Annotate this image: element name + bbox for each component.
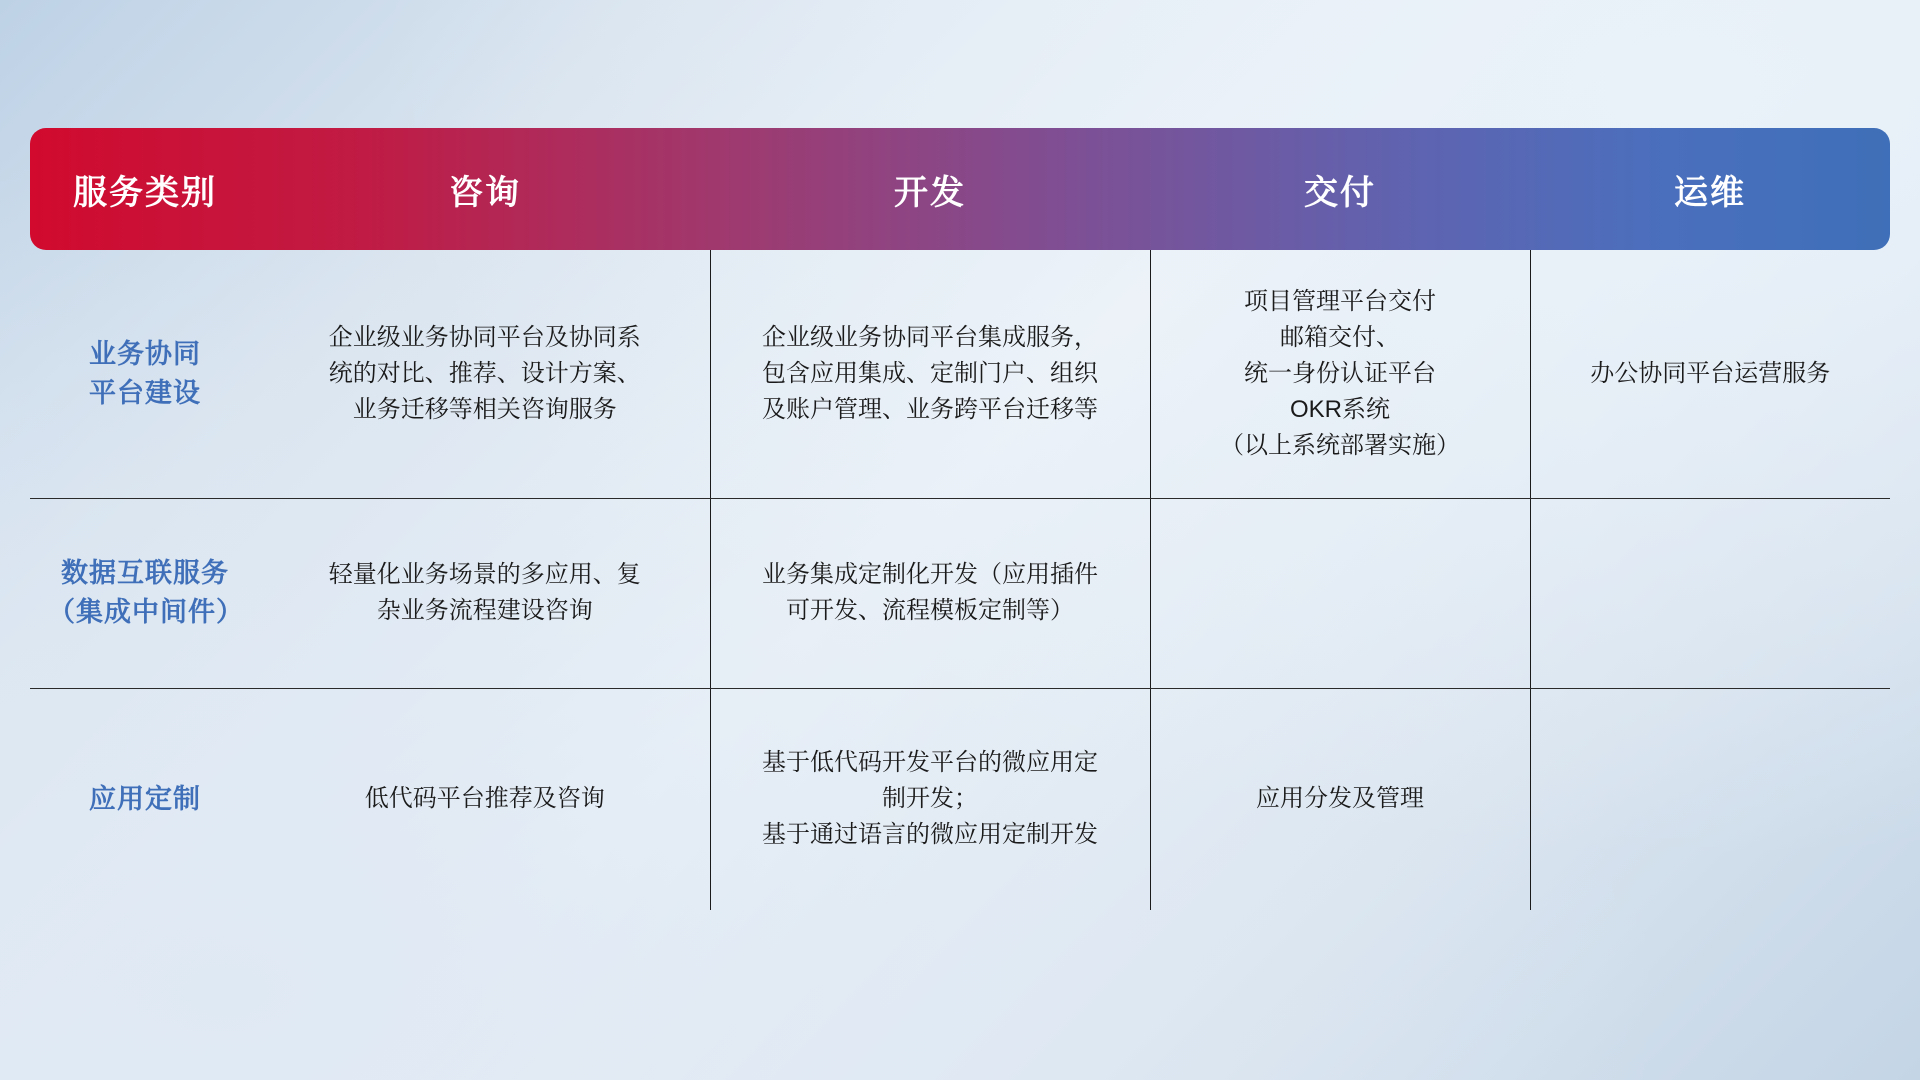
table-row [30, 498, 1890, 688]
row-category-cell [30, 250, 260, 498]
cell-line: 项目管理平台交付 [1244, 287, 1436, 315]
column-header-category [30, 128, 260, 250]
cell-line: 统一身份认证平台 [1244, 359, 1436, 387]
column-header-delivery [1150, 128, 1530, 250]
row-category-line: 业务协同 [89, 338, 201, 369]
table-header [30, 128, 1890, 250]
cell-line: 邮箱交付、 [1280, 323, 1400, 351]
cell-operations [1530, 250, 1890, 498]
cell-line: 低代码平台推荐及咨询 [364, 785, 605, 813]
row-category-cell [30, 688, 260, 910]
row-category-cell [30, 498, 260, 688]
service-matrix-table [30, 128, 1890, 910]
table-row [30, 688, 1890, 910]
column-header-development-label: 开发 [894, 173, 966, 212]
cell-line: OKR系统 [1289, 395, 1390, 423]
column-header-development [710, 128, 1150, 250]
cell-line: 企业级业务协同平台集成服务， [762, 323, 1098, 351]
cell-line: 统的对比、推荐、设计方案、 [328, 359, 641, 387]
cell-development [710, 688, 1150, 910]
cell-line: 业务集成定制化开发（应用插件 [762, 561, 1098, 588]
cell-line: 企业级业务协同平台及协同系 [328, 323, 641, 351]
column-header-operations [1530, 128, 1890, 250]
cell-delivery [1150, 498, 1530, 688]
cell-line: 制开发； [882, 785, 978, 813]
cell-line: 办公协同平台运营服务 [1590, 359, 1831, 387]
cell-line: 包含应用集成、定制门户、组织 [762, 359, 1098, 387]
column-header-consulting-label: 咨询 [449, 173, 521, 212]
cell-delivery [1150, 688, 1530, 910]
cell-line: （以上系统部署实施） [1220, 431, 1460, 459]
cell-line: 基于低代码开发平台的微应用定 [762, 749, 1098, 777]
column-header-delivery-label: 交付 [1304, 173, 1376, 212]
cell-line: 应用分发及管理 [1256, 785, 1424, 813]
row-category-line: 数据互联服务 [61, 557, 229, 588]
cell-operations [1530, 498, 1890, 688]
cell-development [710, 250, 1150, 498]
cell-line: 及账户管理、业务跨平台迁移等 [762, 395, 1098, 423]
cell-operations [1530, 688, 1890, 910]
cell-consulting [260, 250, 710, 498]
cell-consulting [260, 498, 710, 688]
table-row [30, 250, 1890, 498]
cell-consulting [260, 688, 710, 910]
cell-development [710, 498, 1150, 688]
cell-delivery [1150, 250, 1530, 498]
service-matrix-table-wrapper [30, 128, 1890, 910]
cell-line: 轻量化业务场景的多应用、复 [328, 561, 641, 588]
column-header-consulting [260, 128, 710, 250]
cell-line: 业务迁移等相关咨询服务 [352, 395, 617, 423]
cell-line: 可开发、流程模板定制等） [786, 597, 1074, 624]
row-category-line: 应用定制 [89, 783, 201, 814]
column-header-category-label: 服务类别 [73, 173, 217, 212]
row-category-line: （集成中间件） [48, 597, 244, 627]
table-header-row [30, 128, 1890, 250]
cell-line: 杂业务流程建设咨询 [376, 597, 593, 624]
table-body [30, 250, 1890, 910]
row-category-line: 平台建设 [89, 377, 201, 408]
cell-line: 基于通过语言的微应用定制开发 [762, 821, 1098, 849]
column-header-operations-label: 运维 [1674, 173, 1746, 212]
